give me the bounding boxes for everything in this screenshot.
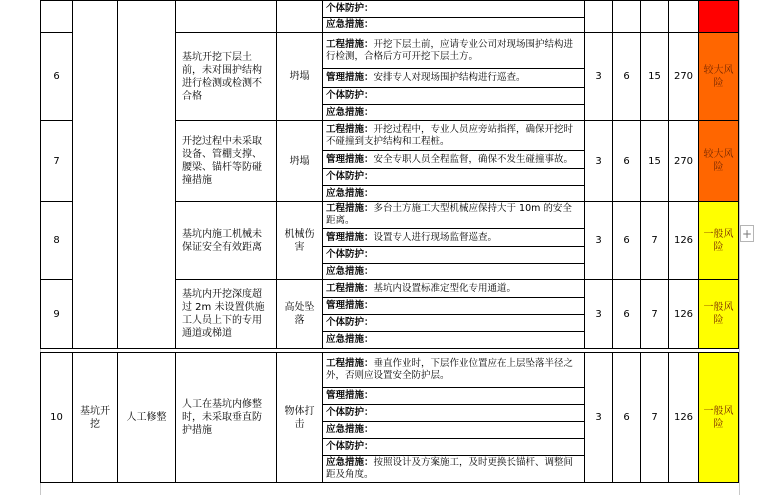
- hazard-description: 基坑内施工机械未保证安全有效距离: [176, 202, 277, 280]
- value-d: 126: [669, 202, 699, 280]
- category: 基坑开挖: [73, 353, 118, 483]
- emergency-measure: 应急措施：: [323, 332, 585, 349]
- hazard-type: 机械伤害: [277, 202, 323, 280]
- value-l: 3: [585, 202, 613, 280]
- value-e: 6: [613, 202, 641, 280]
- risk-level-red: [699, 1, 739, 33]
- personal-protection: 个体防护：: [323, 169, 585, 186]
- personal-protection: 个体防护：: [323, 315, 585, 332]
- risk-level: 较大风险: [699, 33, 739, 121]
- emergency-measure: 应急措施：: [323, 18, 585, 33]
- desc-cell: [176, 1, 277, 33]
- hazard-type: 坍塌: [277, 121, 323, 202]
- personal-protection: 个体防护：: [323, 1, 585, 18]
- work-item: 人工修整: [118, 353, 176, 483]
- hazard-type: 高处坠落: [277, 280, 323, 349]
- table-row: [41, 353, 739, 388]
- value-d: 270: [669, 121, 699, 202]
- value-l: 3: [585, 353, 613, 483]
- value-e: 6: [613, 353, 641, 483]
- emergency-measure: 应急措施：按照设计及方案施工，及时更换长锚杆、调整间距及角度。: [323, 456, 585, 483]
- engineering-measure: 工程措施：多台土方施工大型机械应保持大于 10m 的安全距离。: [323, 202, 585, 229]
- hazard-description: 基坑内开挖深度超过 2m 未设置供施工人员上下的专用通道或梯道: [176, 280, 277, 349]
- value-c: 7: [641, 353, 669, 483]
- value-c: 15: [641, 33, 669, 121]
- value-d: 126: [669, 353, 699, 483]
- emergency-measure: 应急措施：: [323, 422, 585, 439]
- page-margin-right: [739, 0, 740, 495]
- risk-level: 一般风险: [699, 353, 739, 483]
- management-measure: 管理措施：: [323, 298, 585, 315]
- value-l: 3: [585, 280, 613, 349]
- personal-protection: 个体防护：: [323, 88, 585, 105]
- hazard-type: 物体打击: [277, 353, 323, 483]
- engineering-measure: 工程措施：垂直作业时，下层作业位置应在上层坠落半径之外，否则应设置安全防护层。: [323, 353, 585, 388]
- value-c: 7: [641, 280, 669, 349]
- row-number: 6: [41, 33, 73, 121]
- value-c: 15: [641, 121, 669, 202]
- emergency-measure: 应急措施：: [323, 264, 585, 280]
- personal-protection: 个体防护：: [323, 439, 585, 456]
- engineering-measure: 工程措施：开挖下层土前，应请专业公司对现场围护结构进行检测，合格后方可开挖下层土方。: [323, 33, 585, 69]
- value-l: 3: [585, 33, 613, 121]
- hazard-cell: [277, 1, 323, 33]
- management-measure: 管理措施：设置专人进行现场监督巡查。: [323, 229, 585, 247]
- management-measure: 管理措施：: [323, 388, 585, 405]
- row-number: 7: [41, 121, 73, 202]
- row-number: 10: [41, 353, 73, 483]
- hazard-description: 开挖过程中未采取设备、管棚支撑、腰梁、锚杆等防碰撞措施: [176, 121, 277, 202]
- hazard-description: 基坑开挖下层土前，未对围护结构进行检测或检测不合格: [176, 33, 277, 121]
- management-measure: 管理措施：安排专人对现场围护结构进行巡查。: [323, 69, 585, 88]
- row-number: 9: [41, 280, 73, 349]
- value-e: 6: [613, 33, 641, 121]
- row-number: 8: [41, 202, 73, 280]
- emergency-measure: 应急措施：: [323, 186, 585, 202]
- risk-table-continued: [40, 352, 739, 483]
- category-cell: [73, 1, 118, 349]
- value-d: 270: [669, 33, 699, 121]
- c-cell: [641, 1, 669, 33]
- no-cell: [41, 1, 73, 33]
- value-c: 7: [641, 202, 669, 280]
- table-row: [41, 1, 739, 18]
- risk-level: 一般风险: [699, 280, 739, 349]
- e-cell: [613, 1, 641, 33]
- personal-protection: 个体防护：: [323, 247, 585, 264]
- risk-level: 较大风险: [699, 121, 739, 202]
- engineering-measure: 工程措施：开挖过程中，专业人员应旁站指挥，确保开挖时不碰撞到支护结构和工程桩。: [323, 121, 585, 151]
- l-cell: [585, 1, 613, 33]
- value-l: 3: [585, 121, 613, 202]
- value-e: 6: [613, 280, 641, 349]
- risk-level: 一般风险: [699, 202, 739, 280]
- hazard-type: 坍塌: [277, 33, 323, 121]
- emergency-measure: 应急措施：: [323, 105, 585, 121]
- d-cell: [669, 1, 699, 33]
- risk-table: [40, 0, 739, 349]
- value-e: 6: [613, 121, 641, 202]
- work-cell: [118, 1, 176, 349]
- hazard-description: 人工在基坑内修整时，未采取垂直防护措施: [176, 353, 277, 483]
- personal-protection: 个体防护：: [323, 405, 585, 422]
- management-measure: 管理措施：安全专职人员全程监督，确保不发生碰撞事故。: [323, 151, 585, 169]
- expand-icon[interactable]: +: [741, 227, 753, 241]
- value-d: 126: [669, 280, 699, 349]
- engineering-measure: 工程措施：基坑内设置标准定型化专用通道。: [323, 280, 585, 298]
